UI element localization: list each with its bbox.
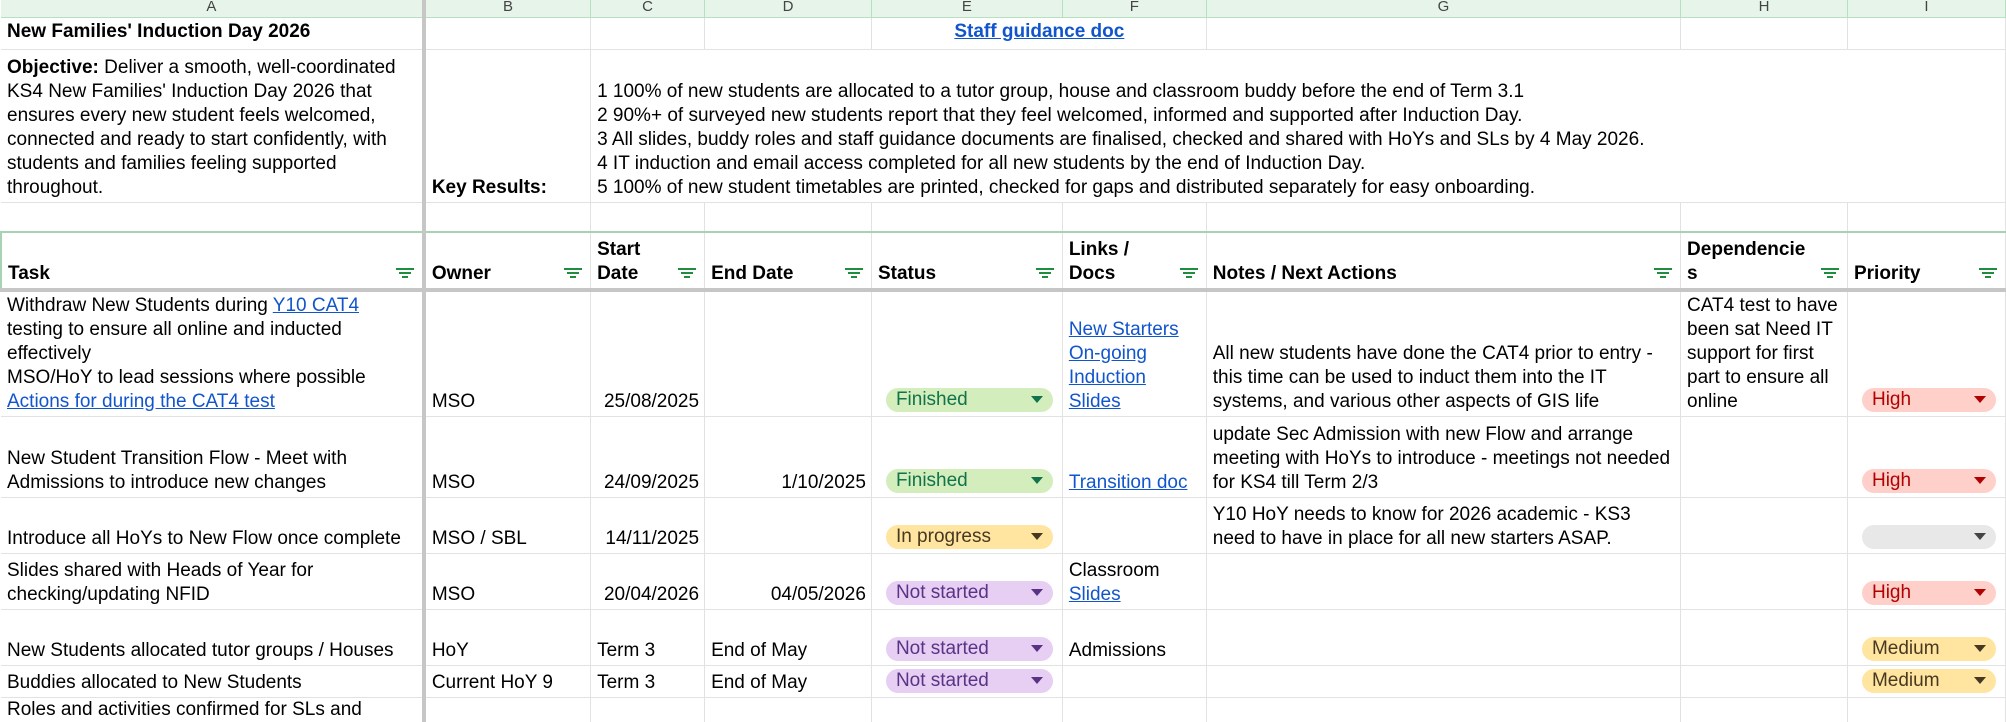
owner-cell[interactable]: HoY [424,609,591,665]
priority-cell[interactable] [1847,665,2005,697]
classroom-text: Classroom [1068,559,1160,581]
status-chip-label: Finished [895,388,968,410]
filter-icon[interactable] [845,268,863,280]
task-cell[interactable]: Introduce all HoYs to New Flow once complete [1,497,424,553]
owner-cell[interactable] [424,697,591,722]
cell-h2[interactable] [1681,17,1848,49]
objective-label: Objective: [7,56,99,78]
cell-b2[interactable] [424,17,591,49]
key-results-label[interactable]: Key Results: [424,49,591,202]
priority-cell[interactable] [1847,553,2005,609]
priority-cell[interactable] [1847,609,2005,665]
task-cell[interactable]: Buddies allocated to New Students [1,665,424,697]
cell-g2[interactable] [1206,17,1680,49]
priority-chip-label: High [1871,469,1912,491]
filter-icon[interactable] [564,268,582,280]
task-cell[interactable]: Roles and activities confirmed for SLs and [1,697,424,722]
column-header-e[interactable]: E [871,0,1062,17]
end-date-cell[interactable]: 1/10/2025 [705,416,872,497]
notes-cell[interactable] [1206,609,1680,665]
cell-h4[interactable] [1681,202,1848,232]
cell-g4[interactable] [1206,202,1680,232]
dropdown-arrow-icon [1974,677,1986,684]
header-links-label-2: Docs [1068,263,1116,284]
induction-link[interactable]: Induction [1068,366,1146,388]
header-priority[interactable] [1847,232,2005,290]
filter-icon[interactable] [1979,268,1997,280]
start-date-cell[interactable]: 24/09/2025 [591,416,705,497]
table-row [1,609,2006,665]
priority-dropdown[interactable] [1862,637,1996,661]
status-chip-label: Not started [895,637,989,659]
links-cell[interactable] [1062,697,1206,722]
end-date-cell[interactable]: End of May [705,609,872,665]
objective-cell[interactable] [1,49,424,202]
header-status-label: Status [877,263,937,284]
filter-icon[interactable] [1180,268,1198,280]
dependencies-cell[interactable]: CAT4 test to have been sat Need IT support for first part to ensure all online [1681,290,1848,416]
links-cell[interactable] [1062,665,1206,697]
dropdown-arrow-icon [1974,533,1986,540]
header-start-date[interactable] [591,232,705,290]
start-date-cell[interactable]: 20/04/2026 [591,553,705,609]
task-text: MSO/HoY to lead sessions where possible [7,366,366,388]
task-cell[interactable]: New Students allocated tutor groups / Houses [1,609,424,665]
cell-f4[interactable] [1062,202,1206,232]
y10-cat4-link[interactable]: Y10 CAT4 [272,294,360,316]
cell-c2[interactable] [591,17,705,49]
new-starters-link[interactable]: New Starters [1068,318,1179,340]
ongoing-link[interactable]: On-going [1068,342,1147,364]
filter-icon[interactable] [396,268,414,280]
column-header-i[interactable]: I [1847,0,2005,17]
key-result-1: 1 100% of new students are allocated to a tutor group, house and classroom buddy before the end of Term 3.1 [597,80,1525,102]
header-status[interactable] [871,232,1062,290]
end-date-cell[interactable]: 04/05/2026 [705,553,872,609]
status-chip-label: Not started [895,669,989,691]
start-date-cell[interactable]: 14/11/2025 [591,497,705,553]
status-cell[interactable] [871,665,1062,697]
links-cell[interactable] [1062,553,1206,609]
header-start-label-2: Date [597,263,639,284]
key-results-cell[interactable] [591,49,2006,202]
table-row [1,697,2006,722]
header-dependencies[interactable] [1681,232,1848,290]
priority-chip-label: Medium [1871,637,1940,659]
priority-dropdown[interactable] [1862,525,1996,549]
priority-cell[interactable] [1847,416,2005,497]
status-cell[interactable] [871,497,1062,553]
dropdown-arrow-icon [1031,396,1043,403]
notes-cell[interactable]: Y10 HoY needs to know for 2026 academic - KS3 need to have in place for all new starters ASAP. [1206,497,1680,553]
task-text: testing to ensure all online and inducted effectively [7,318,342,364]
slides-link[interactable]: Slides [1068,583,1121,605]
dropdown-arrow-icon [1974,589,1986,596]
title-row [1,17,2006,49]
dropdown-arrow-icon [1974,477,1986,484]
key-result-3: 3 All slides, buddy roles and staff guidance documents are finalised, checked and shared with HoYs and SLs by 4 May 2026. [597,128,1645,150]
header-owner-label: Owner [431,263,491,284]
cell-d2[interactable] [705,17,872,49]
start-date-cell[interactable] [591,697,705,722]
links-cell[interactable]: Admissions [1062,609,1206,665]
owner-cell[interactable]: MSO / SBL [424,497,591,553]
dependencies-cell[interactable] [1681,416,1848,497]
filter-icon[interactable] [1821,268,1839,280]
column-header-a[interactable]: A [1,0,424,17]
task-text: Withdraw New Students during [7,294,273,316]
priority-cell[interactable] [1847,697,2005,722]
status-dropdown[interactable] [886,525,1053,549]
status-cell[interactable] [871,290,1062,416]
task-cell[interactable]: Slides shared with Heads of Year for checking/updating NFID [1,553,424,609]
priority-chip-label: High [1871,388,1912,410]
column-header-b[interactable]: B [424,0,591,17]
dropdown-arrow-icon [1031,589,1043,596]
dropdown-arrow-icon [1974,396,1986,403]
dependencies-cell[interactable] [1681,497,1848,553]
dependencies-cell[interactable] [1681,553,1848,609]
dropdown-arrow-icon [1031,677,1043,684]
table-row [1,553,2006,609]
header-task-label: Task [8,263,50,284]
column-header-row [1,0,2006,17]
cell-b4[interactable] [424,202,591,232]
priority-cell[interactable] [1847,290,2005,416]
task-cell[interactable]: New Student Transition Flow - Meet with Admissions to introduce new changes [1,416,424,497]
table-row [1,665,2006,697]
notes-cell[interactable] [1206,697,1680,722]
dependencies-cell[interactable] [1681,697,1848,722]
links-cell[interactable] [1062,290,1206,416]
filter-icon[interactable] [678,268,696,280]
column-header-f[interactable]: F [1062,0,1206,17]
dropdown-arrow-icon [1031,533,1043,540]
cell-i4[interactable] [1847,202,2005,232]
staff-guidance-link[interactable]: Staff guidance doc [954,21,1125,42]
slides-link[interactable]: Slides [1068,390,1121,412]
filter-icon[interactable] [1654,268,1672,280]
table-row [1,290,2006,416]
status-cell[interactable] [871,609,1062,665]
links-cell[interactable] [1062,497,1206,553]
notes-cell[interactable]: update Sec Admission with new Flow and arrange meeting with HoYs to introduce - meetings not needed for KS4 till Term 2/3 [1206,416,1680,497]
cat4-actions-link[interactable]: Actions for during the CAT4 test [7,390,275,412]
transition-doc-link[interactable]: Transition doc [1068,471,1188,493]
objective-row [1,49,2006,202]
notes-cell[interactable] [1206,553,1680,609]
header-task[interactable] [1,232,424,290]
column-header-h[interactable]: H [1681,0,1848,17]
priority-chip-label: High [1871,581,1912,603]
cell-i2[interactable] [1847,17,2005,49]
status-chip-label: In progress [895,525,991,547]
status-chip-label: Finished [895,469,968,491]
status-chip-label: Not started [895,581,989,603]
header-end-label: End Date [711,263,794,284]
column-header-d[interactable]: D [705,0,872,17]
dropdown-arrow-icon [1974,645,1986,652]
cell-e2[interactable] [871,17,1206,49]
task-cell[interactable] [1,290,424,416]
status-cell[interactable] [871,416,1062,497]
owner-cell[interactable]: MSO [424,553,591,609]
status-dropdown[interactable] [886,669,1053,693]
header-links-label-1: Links / [1068,239,1130,260]
status-cell[interactable] [871,697,1062,722]
table-row [1,416,2006,497]
start-date-cell[interactable]: 25/08/2025 [591,290,705,416]
key-result-5: 5 100% of new student timetables are printed, checked for gaps and distributed separately for easy onboarding. [597,176,1535,198]
dependencies-cell[interactable] [1681,609,1848,665]
priority-dropdown[interactable] [1862,581,1996,605]
end-date-cell[interactable] [705,497,872,553]
table-row [1,497,2006,553]
header-priority-label: Priority [1853,263,1921,284]
status-dropdown[interactable] [886,469,1053,493]
status-cell[interactable] [871,553,1062,609]
links-cell[interactable] [1062,416,1206,497]
blank-row [1,202,2006,232]
notes-cell[interactable] [1206,665,1680,697]
header-links[interactable] [1062,232,1206,290]
filter-icon[interactable] [1036,268,1054,280]
header-notes[interactable] [1206,232,1680,290]
dependencies-cell[interactable] [1681,665,1848,697]
cell-d4[interactable] [705,202,872,232]
priority-dropdown[interactable] [1862,388,1996,412]
dropdown-arrow-icon [1031,477,1043,484]
notes-cell[interactable]: All new students have done the CAT4 prior to entry - this time can be used to induct them into the IT systems, and various other aspects of GIS life [1206,290,1680,416]
priority-chip-label: Medium [1871,669,1940,691]
sheet-title[interactable]: New Families' Induction Day 2026 [1,17,424,49]
header-owner[interactable] [424,232,591,290]
status-dropdown[interactable] [886,637,1053,661]
header-deps-label-1: Dependencie [1687,239,1806,260]
cell-c4[interactable] [591,202,705,232]
header-notes-label: Notes / Next Actions [1212,263,1397,284]
header-deps-label-2: s [1687,263,1698,284]
header-start-label-1: Start [597,239,641,260]
dropdown-arrow-icon [1031,645,1043,652]
key-result-2: 2 90%+ of surveyed new students report that they feel welcomed, informed and supported after Induction Day. [597,104,1523,126]
start-date-cell[interactable]: Term 3 [591,609,705,665]
end-date-cell[interactable] [705,697,872,722]
owner-cell[interactable]: MSO [424,416,591,497]
end-date-cell[interactable]: End of May [705,665,872,697]
table-header-row [1,232,2006,290]
cell-e4[interactable] [871,202,1062,232]
end-date-cell[interactable] [705,290,872,416]
priority-cell[interactable] [1847,497,2005,553]
owner-cell[interactable]: MSO [424,290,591,416]
priority-dropdown[interactable] [1862,469,1996,493]
column-header-c[interactable]: C [591,0,705,17]
column-header-g[interactable]: G [1206,0,1680,17]
header-end-date[interactable] [705,232,872,290]
cell-a4[interactable] [1,202,424,232]
priority-dropdown[interactable] [1862,669,1996,693]
status-dropdown[interactable] [886,581,1053,605]
objective-text: Deliver a smooth, well-coordinated KS4 New Families' Induction Day 2026 that ensures every new student feels welcomed, connected and ready to start confidently, with students and families feeling supported throughout. [7,56,396,198]
key-result-4: 4 IT induction and email access completed for all new students by the end of Induction Day. [597,152,1366,174]
start-date-cell[interactable]: Term 3 [591,665,705,697]
status-dropdown[interactable] [886,388,1053,412]
owner-cell[interactable]: Current HoY 9 [424,665,591,697]
